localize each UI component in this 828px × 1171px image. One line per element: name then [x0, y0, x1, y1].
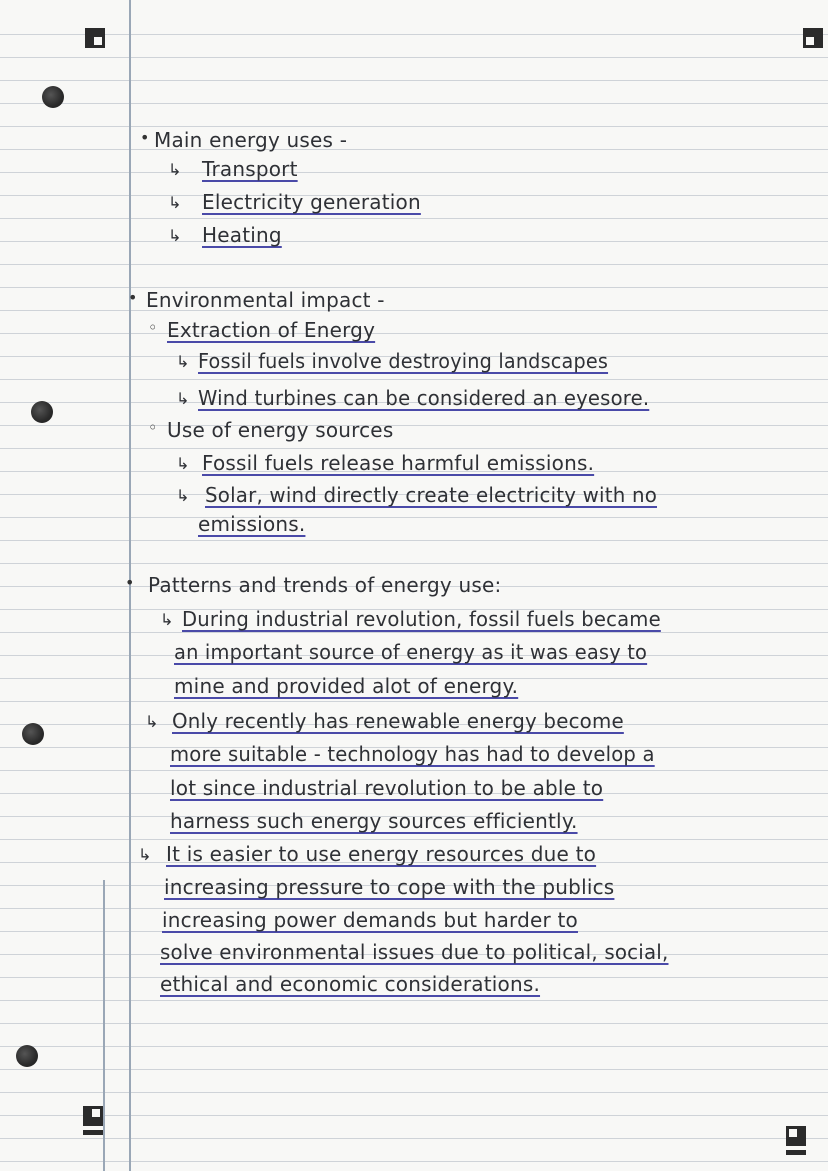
corner-marker-icon [803, 28, 823, 48]
list-item: Electricity generation [202, 190, 421, 214]
punch-hole [22, 723, 44, 745]
corner-marker-icon [83, 1106, 103, 1126]
arrow-icon: ↳ [145, 712, 159, 731]
paragraph-line: lot since industrial revolution to be able to [170, 776, 604, 800]
corner-marker-bar [786, 1150, 806, 1155]
arrow-icon: ↳ [168, 193, 182, 212]
punch-hole [31, 401, 53, 423]
paragraph-line: more suitable - technology has had to develop a [170, 742, 655, 766]
sub-bullet-icon: ◦ [148, 418, 158, 437]
corner-marker-icon [786, 1126, 806, 1146]
paragraph-line: increasing pressure to cope with the publics [164, 875, 615, 899]
bullet-icon: • [128, 288, 138, 307]
corner-marker-icon [85, 28, 105, 48]
paragraph-line: an important source of energy as it was easy to [174, 640, 648, 664]
list-item: Heating [202, 223, 282, 247]
list-item: Fossil fuels release harmful emissions. [202, 451, 595, 475]
arrow-icon: ↳ [168, 226, 182, 245]
sub-heading-extraction: Extraction of Energy [167, 318, 376, 342]
arrow-icon: ↳ [176, 352, 190, 371]
arrow-icon: ↳ [176, 486, 190, 505]
list-item: Fossil fuels involve destroying landscapes [198, 349, 609, 373]
list-item: Wind turbines can be considered an eyesore. [198, 386, 650, 410]
bullet-icon: • [140, 128, 150, 147]
section-heading-patterns-trends: Patterns and trends of energy use: [148, 573, 502, 597]
bullet-icon: • [125, 573, 135, 592]
arrow-icon: ↳ [176, 454, 190, 473]
sub-bullet-icon: ◦ [148, 318, 158, 337]
list-item: Solar, wind directly create electricity with no [205, 483, 658, 507]
punch-hole [16, 1045, 38, 1067]
list-item-continued: emissions. [198, 512, 306, 536]
arrow-icon: ↳ [138, 845, 152, 864]
arrow-icon: ↳ [160, 610, 174, 629]
punch-hole [42, 86, 64, 108]
paragraph-line: ethical and economic considerations. [160, 972, 541, 996]
arrow-icon: ↳ [168, 160, 182, 179]
paragraph-line: increasing power demands but harder to [162, 908, 578, 932]
paragraph-line: harness such energy sources efficiently. [170, 809, 578, 833]
list-item: Transport [202, 157, 298, 181]
section-heading-main-uses: Main energy uses - [154, 128, 348, 152]
corner-marker-bar [83, 1130, 103, 1135]
section-heading-environmental-impact: Environmental impact - [146, 288, 385, 312]
arrow-icon: ↳ [176, 389, 190, 408]
paragraph-line: It is easier to use energy resources due to [166, 842, 597, 866]
paragraph-line: solve environmental issues due to political, social, [160, 940, 669, 964]
paragraph-line: Only recently has renewable energy become [172, 709, 624, 733]
margin-line-lower [103, 880, 105, 1171]
paragraph-line: During industrial revolution, fossil fuels became [182, 607, 661, 631]
paragraph-line: mine and provided alot of energy. [174, 674, 519, 698]
sub-heading-use-of-energy: Use of energy sources [167, 418, 394, 442]
